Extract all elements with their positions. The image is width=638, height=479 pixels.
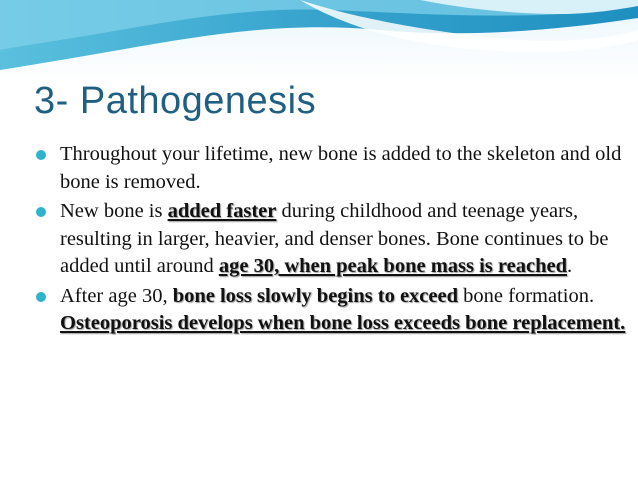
header-wave-decoration — [0, 0, 638, 80]
bullet-item — [36, 283, 626, 338]
bullet-item — [36, 141, 626, 196]
bullet-text: bone formation. — [458, 284, 595, 307]
emphasis-bone-loss: bone loss slowly begins to exceed — [172, 284, 459, 307]
bullet-dot-icon — [36, 150, 46, 160]
bullet-dot-icon — [36, 207, 46, 217]
bullet-text: during childhood and teenage years, resulting in larger, heavier, and denser bones. Bone continues to be added until around — [60, 200, 609, 277]
bullet-list — [36, 141, 626, 338]
bullet-text: After age 30, — [60, 284, 173, 307]
emphasis-peak-bone-mass: age 30, when peak bone mass is reached — [218, 255, 567, 277]
emphasis-osteoporosis: Osteoporosis develops when bone loss exceeds bone replacement. — [60, 312, 626, 334]
slide-title: 3- Pathogenesis — [34, 80, 317, 122]
bullet-dot-icon — [36, 292, 46, 302]
bullet-text: . — [566, 255, 573, 277]
bullet-text: Throughout your lifetime, new bone is added to the skeleton and old bone is removed. — [60, 143, 622, 193]
bullet-item — [36, 198, 626, 281]
emphasis-added-faster: added faster — [167, 200, 277, 222]
bullet-text: New bone is — [60, 200, 168, 222]
